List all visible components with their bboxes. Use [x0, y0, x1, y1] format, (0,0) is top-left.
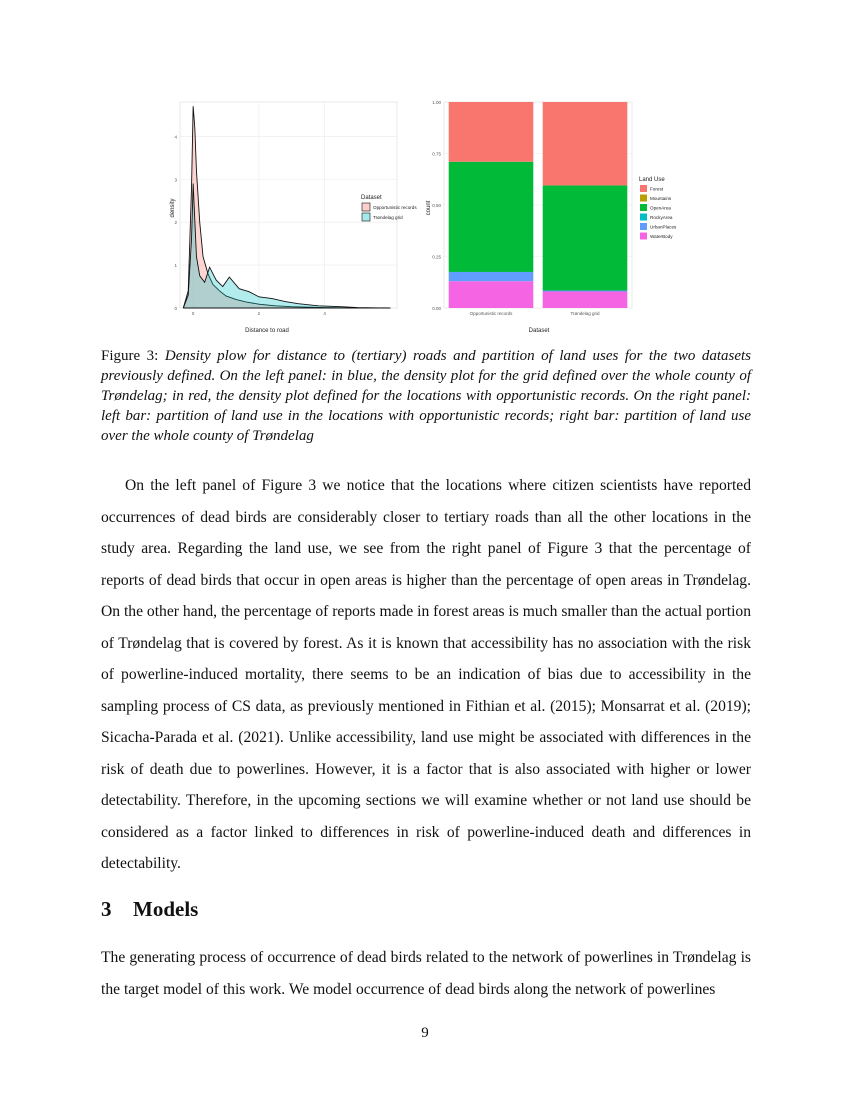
- density-x-tick-label: 4: [323, 311, 326, 316]
- landuse-bar-chart: [418, 92, 633, 337]
- density-y-axis-label: density: [170, 198, 176, 218]
- landuse-legend-swatch: [640, 195, 647, 202]
- body-paragraph-2: The generating process of occurrence of dead birds related to the network of powerlines in Trøndelag is the target model of this work. We model occurrence of dead birds along the network of powerlines: [101, 949, 751, 998]
- figure-caption-text: Density plow for distance to (tertiary) roads and partition of land uses for the two datasets previously defined. On the left panel: in blue, the density plot for the grid defined over the whole county of Trøndelag; in red, the density plot defined for the locations with opportunistic records. On the right panel: left bar: partition of land use in the locations with opportunistic records; right bar: partition of land use over the whole county of Trøndelag: [101, 348, 751, 444]
- density-legend-title: Dataset: [361, 195, 382, 201]
- bar-segment-forest: [449, 102, 534, 162]
- bar-y-tick-label: 0.25: [432, 254, 441, 260]
- density-legend-swatch: [362, 203, 370, 211]
- bar-segment-urbanplaces: [543, 290, 628, 291]
- landuse-legend-label: RockyArea: [650, 215, 673, 220]
- section-number: 3: [101, 897, 112, 921]
- figure-label: Figure 3:: [101, 348, 159, 364]
- bar-x-tick-label: Trøndelag grid: [570, 311, 600, 316]
- density-y-tick-label: 3: [174, 177, 177, 183]
- bar-y-axis-label: count: [426, 200, 432, 216]
- bar-segment-openarea: [449, 162, 534, 272]
- landuse-legend-swatch: [640, 223, 647, 230]
- density-x-ticks: [192, 311, 327, 316]
- density-x-axis-label: Distance to road: [245, 328, 289, 334]
- page-number: 9: [421, 1025, 429, 1041]
- landuse-legend-swatch: [640, 185, 647, 192]
- bar-x-ticks: [470, 311, 600, 316]
- section-title: Models: [133, 897, 199, 921]
- landuse-legend-swatch: [640, 233, 647, 240]
- density-y-tick-label: 2: [174, 220, 177, 226]
- bar-segment-urbanplaces: [449, 272, 534, 281]
- density-y-tick-label: 1: [174, 263, 177, 269]
- landuse-legend: [638, 172, 698, 267]
- density-legend-label: Trøndelag grid: [373, 215, 403, 220]
- landuse-legend-label: WaterBody: [650, 234, 673, 239]
- bar-y-tick-label: 1.00: [432, 100, 441, 105]
- bar-y-ticks: [432, 100, 441, 311]
- bar-segment-waterbody: [543, 292, 628, 308]
- bar-x-axis-label: Dataset: [528, 328, 550, 334]
- bar-y-tick-label: 0.50: [432, 203, 441, 208]
- landuse-legend-label: Mountains: [650, 196, 672, 201]
- figure-caption: [101, 346, 751, 446]
- density-y-ticks: [174, 134, 177, 311]
- bar-segment-openarea: [543, 185, 628, 290]
- density-legend-label: Opportunistic records: [373, 205, 417, 210]
- bar-segment-waterbody: [449, 281, 534, 308]
- section-heading: [101, 897, 198, 922]
- density-y-tick-label: 0: [174, 306, 177, 311]
- density-legend-swatch: [362, 213, 370, 221]
- landuse-legend-swatch: [640, 204, 647, 211]
- bar-y-tick-label: 0.00: [432, 306, 441, 311]
- landuse-legend-title: Land Use: [639, 177, 665, 183]
- body-paragraph-1: On the left panel of Figure 3 we notice that the locations where citizen scientists have reported occurrences of dead birds are considerably closer to tertiary roads than all the other locations in the study area. Regarding the land use, we see from the right panel of Figure 3 that the percentage of reports of dead birds that occur in open areas is higher than the percentage of open areas in Trøndelag. On the other hand, the percentage of reports made in forest areas is much smaller than the actual portion of Trøndelag that is covered by forest. As it is known that accessibility has no association with the risk of powerline-induced mortality, there seems to be an indication of bias due to accessibility in the sampling process of CS data, as previously mentioned in Fithian et al. (2015); Monsarrat et al. (2019); Sicacha-Parada et al. (2021). Unlike accessibility, land use might be associated with differences in the risk of death due to powerlines. However, it is a factor that is also associated with higher or lower detectability. Therefore, in the upcoming sections we will examine whether or not land use should be considered as a factor linked to differences in risk of powerline-induced death and differences in detectability.: [101, 477, 751, 872]
- landuse-legend-swatch: [640, 214, 647, 221]
- bar-segment-forest: [543, 102, 628, 185]
- density-x-tick-label: 0: [191, 311, 195, 316]
- density-y-tick-label: 4: [174, 134, 177, 140]
- density-x-tick-label: 2: [257, 311, 261, 316]
- bar-y-tick-label: 0.75: [432, 151, 441, 157]
- landuse-legend-label: Forest: [650, 186, 664, 192]
- landuse-legend-label: OpenArea: [650, 205, 671, 211]
- bar-x-tick-label: Opportunistic records: [469, 311, 513, 316]
- landuse-legend-label: UrbanPlaces: [650, 224, 677, 230]
